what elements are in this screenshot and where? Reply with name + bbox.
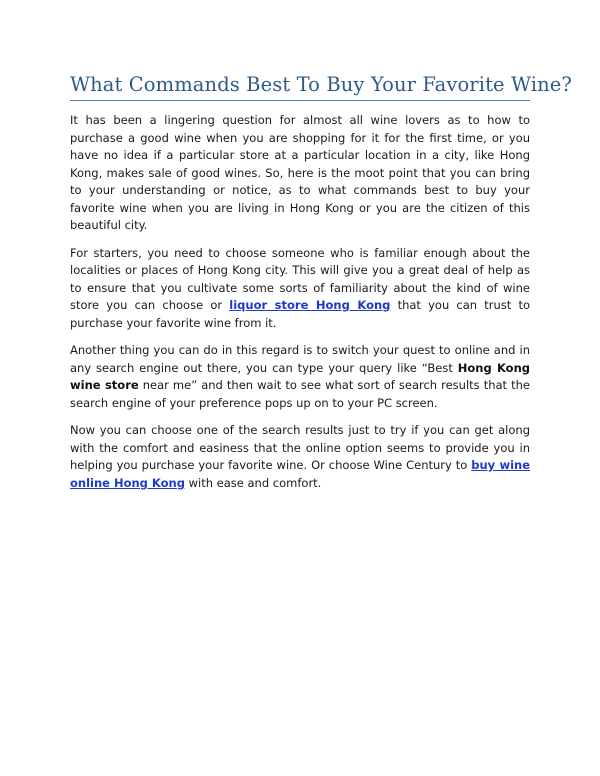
liquor-store-hong-kong-link[interactable]: liquor store Hong Kong: [229, 298, 391, 312]
title-underline-divider: [70, 100, 530, 101]
paragraph-4-text-start: Now you can choose one of the search results just to try if you can get along with the comfort and easiness that the online option seems to provide you in helping you purchase your favorite wine. Or choose Wine Century to: [70, 423, 530, 472]
buy-wine-online-hong-kong-link[interactable]: buy wine online Hong Kong: [70, 458, 531, 490]
paragraph-4-text-end: with ease and comfort.: [184, 475, 322, 490]
paragraph-3: [70, 342, 530, 412]
paragraph-4: [70, 422, 530, 492]
page-title: What Commands Best To Buy Your Favorite Wine?: [70, 73, 572, 96]
paragraph-3-text-start: Another thing you can do in this regard is to switch your quest to online and in any search engine out there, you can type your query like “Best: [70, 343, 530, 375]
article-body: [70, 112, 530, 502]
paragraph-1: It has been a lingering question for almost all wine lovers as to how to purchase a good wine when you are shopping for it for the first time, or you have no idea if a particular store at a particular location in a city, like Hong Kong, makes sale of good wines. So, here is the moot point that you can bring to your understanding or notice, as to what commands best to buy your favorite wine when you are living in Hong Kong or you are the citizen of this beautiful city.: [70, 113, 530, 232]
paragraph-2-text-start: For starters, you need to choose someone who is familiar enough about the localities or places of Hong Kong city. This will give you a great deal of help as to ensure that you cultivate some sorts of familiarity about the kind of wine store you can choose or: [70, 245, 530, 312]
paragraph-3-text-end: near me” and then wait to see what sort of search results that the search engine of your preference pops up on to your PC screen.: [70, 378, 530, 410]
paragraph-2: [70, 245, 530, 333]
paragraph-2-text-end: that you can trust to purchase your favorite wine from it.: [70, 298, 530, 330]
hong-kong-wine-store-bold-text: Hong Kong wine store: [70, 360, 530, 392]
